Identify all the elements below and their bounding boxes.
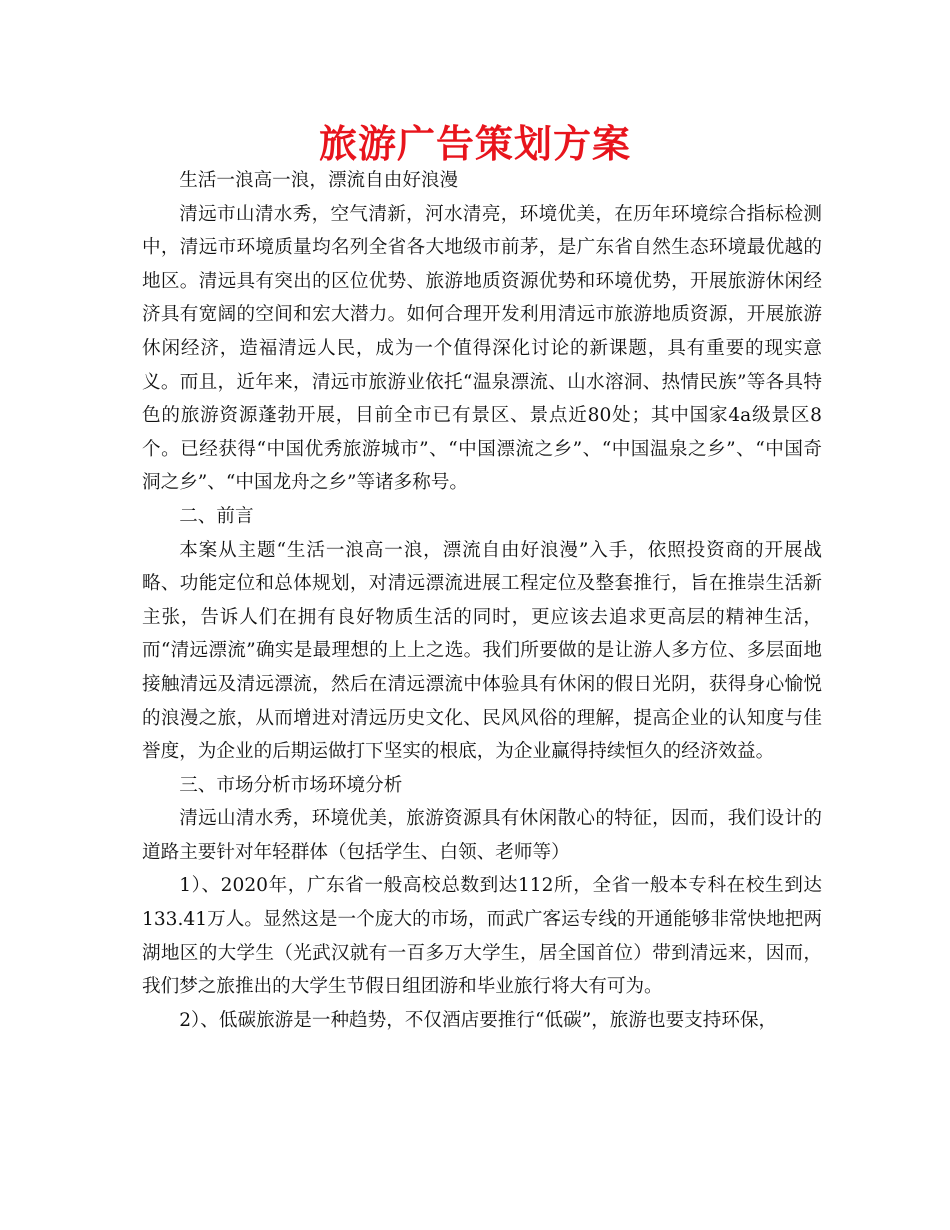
market-point-1: 1）、2020年，广东省一般高校总数到达112所，全省一般本专科在校生到达133.41万人。显然这是一个庞大的市场，而武广客运专线的开通能够非常快地把两湖地区的大学生（光武汉就有一百多万大学生，居全国首位）带到清远来，因而，我们梦之旅推出的大学生节假日组团游和毕业旅行将大有可为。 [142,875,822,998]
slogan-paragraph: 生活一浪高一浪，漂流自由好浪漫 [179,170,459,191]
intro-paragraph: 清远市山清水秀，空气清新，河水清亮，环境优美，在历年环境综合指标检测中，清远市环境质量均名列全省各大地级市前茅，是广东省自然生态环境最优越的地区。清远具有突出的区位优势、旅游地质资源优势和环境优势，开展旅游休闲经济具有宽阔的空间和宏大潜力。如何合理开发利用清远市旅游地质资源，开展旅游休闲经济，造福清远人民，成为一个值得深化讨论的新课题，具有重要的现实意义。而且，近年来，清远市旅游业依托“温泉漂流、山水溶洞、热情民族”等各具特色的旅游资源蓬勃开展，目前全市已有景区、景点近80处；其中国家4a级景区8个。已经获得“中国优秀旅游城市”、“中国漂流之乡”、“中国温泉之乡”、“中国奇洞之乡”、“中国龙舟之乡”等诸多称号。 [142,203,822,494]
document-body [142,164,822,1037]
preface-paragraph: 本案从主题“生活一浪高一浪，漂流自由好浪漫”入手，依照投资商的开展战略、功能定位和总体规划，对清远漂流进展工程定位及整套推行，旨在推崇生活新主张，告诉人们在拥有良好物质生活的同时，更应该去追求更高层的精神生活，而“清远漂流”确实是最理想的上上之选。我们所要做的是让游人多方位、多层面地接触清远及清远漂流，然后在清远漂流中体验具有休闲的假日光阴，获得身心愉悦的浪漫之旅，从而增进对清远历史文化、民风风俗的理解，提高企业的认知度与佳誉度，为企业的后期运做打下坚实的根底，为企业赢得持续恒久的经济效益。 [142,539,822,763]
section-heading-market: 三、市场分析市场环境分析 [179,774,403,796]
section-heading-preface: 二、前言 [179,505,254,527]
market-point-2: 2）、低碳旅游是一种趋势，不仅酒店要推行“低碳”，旅游也要支持环保， [179,1009,778,1031]
document-title: 旅游广告策划方案 [318,122,631,166]
market-paragraph: 清远山清水秀，环境优美，旅游资源具有休闲散心的特征，因而，我们设计的道路主要针对年轻群体（包括学生、白领、老师等） [142,808,822,863]
